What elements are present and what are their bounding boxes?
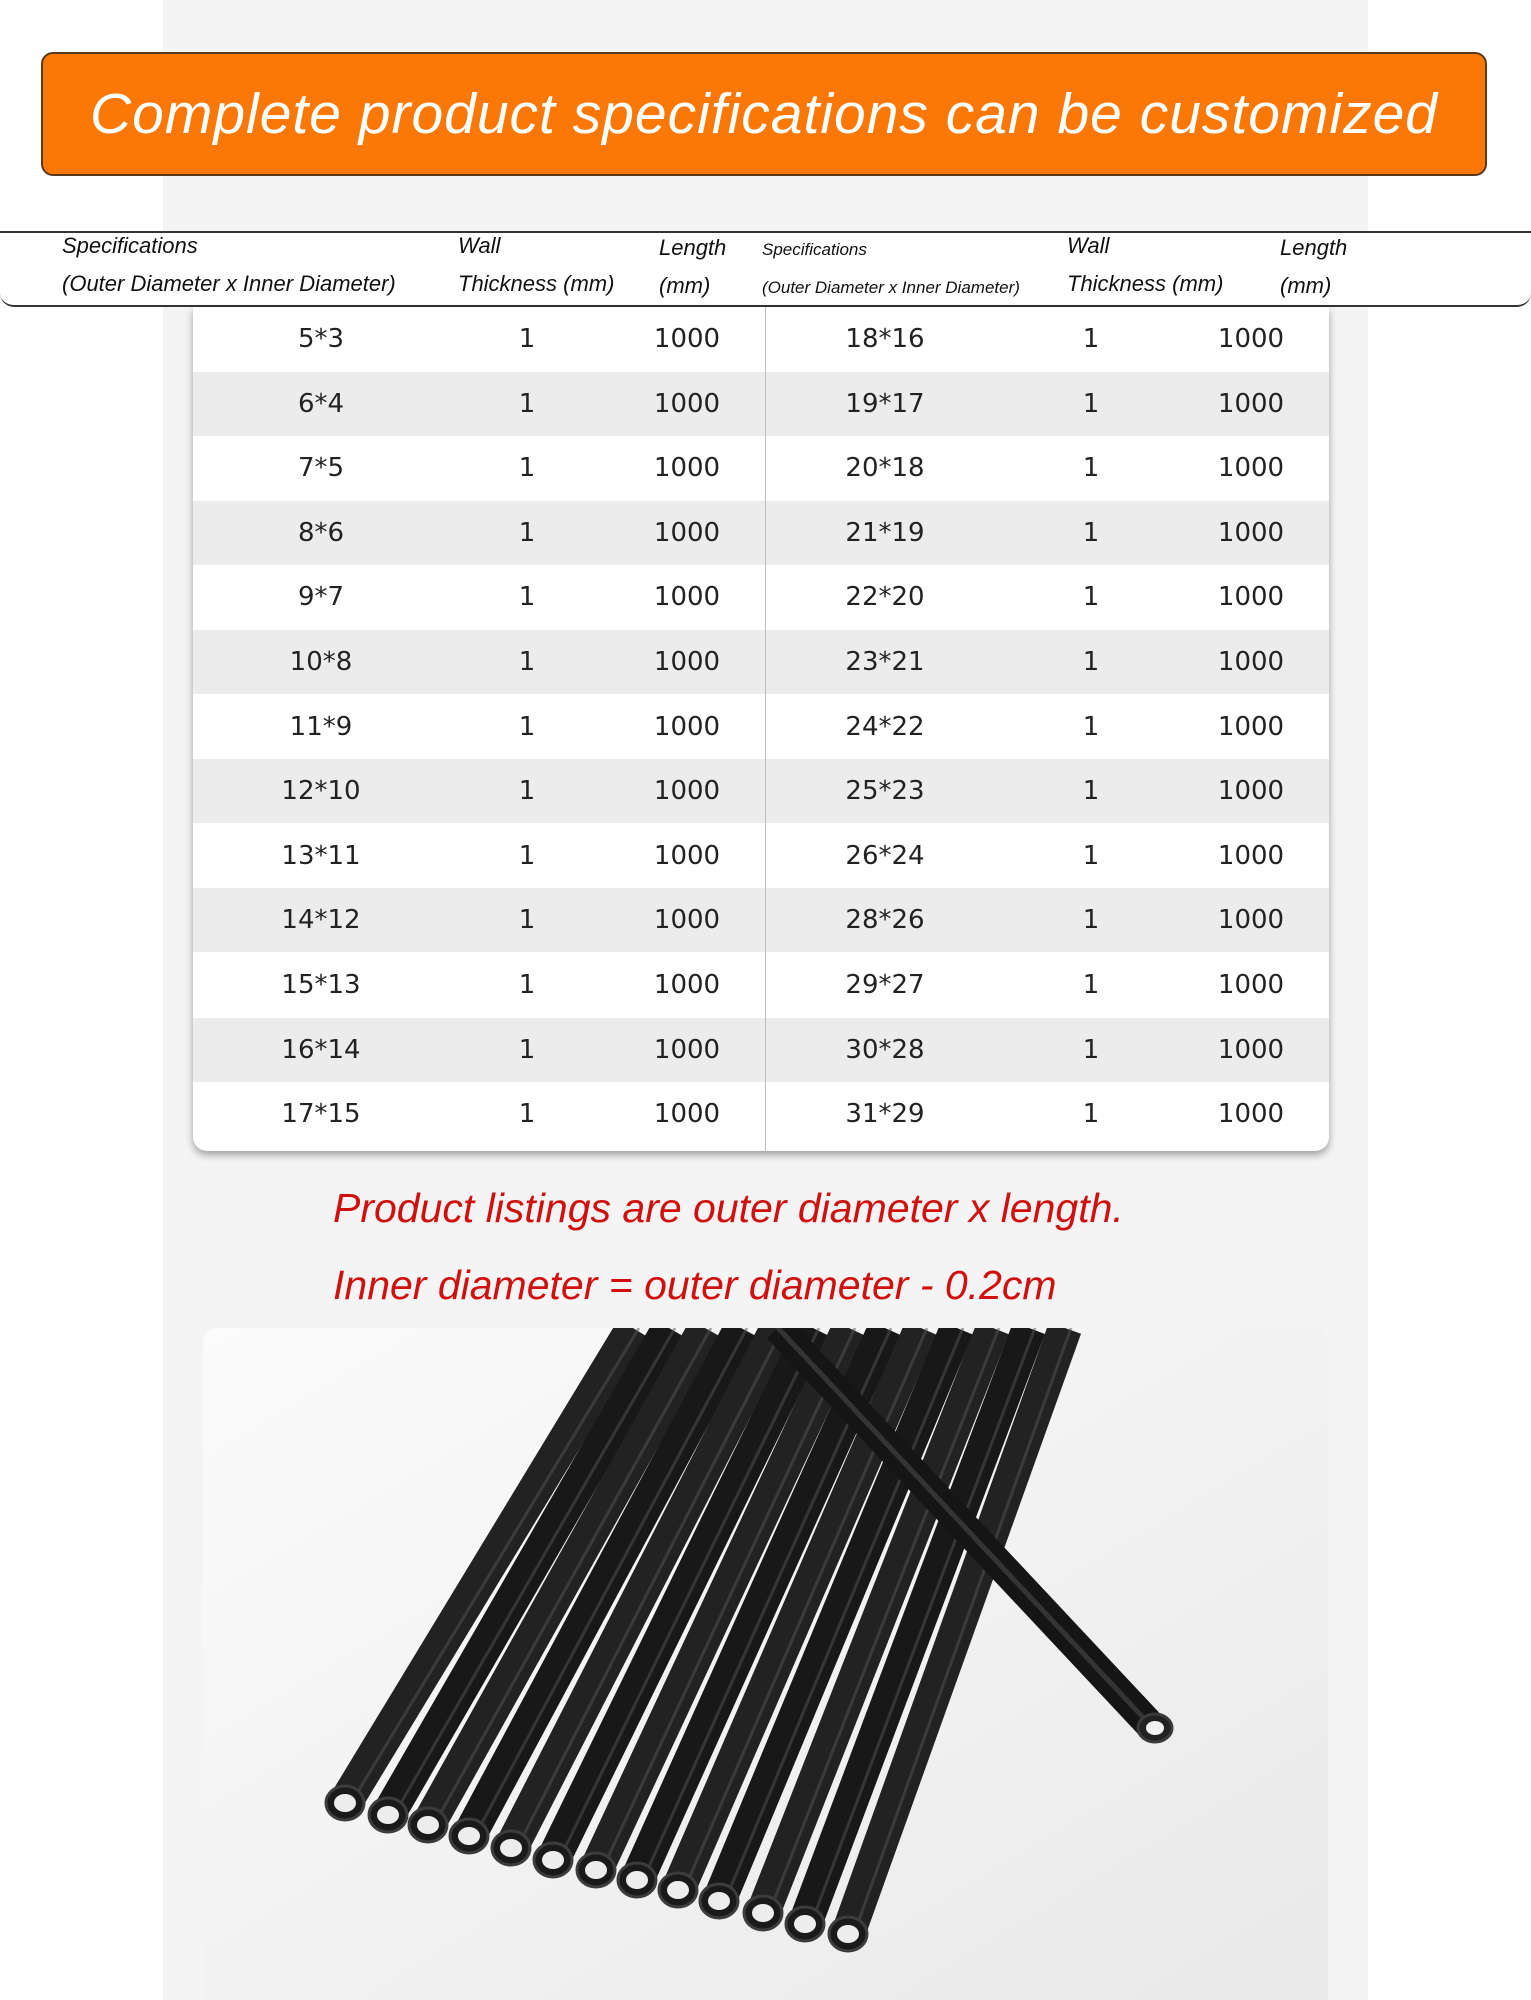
table-cell: 1: [518, 324, 536, 354]
header-length-right: Length (mm): [1280, 235, 1348, 298]
table-row: [193, 824, 1329, 888]
tube-hole: [794, 1915, 816, 1933]
tube-hole: [626, 1871, 648, 1889]
tube-hole: [542, 1851, 564, 1869]
table-cell: 10*8: [289, 647, 353, 677]
table-cell: 1: [518, 1034, 536, 1065]
header-spec-right: Specifications (Outer Diameter x Inner Diameter): [762, 240, 1020, 297]
header-wall-right: Wall Thickness (mm): [1067, 233, 1224, 296]
tube-hole: [417, 1816, 439, 1834]
table-row: [193, 695, 1329, 759]
table-row: [193, 1018, 1329, 1082]
table-cell: 1000: [1217, 1099, 1285, 1130]
table-cell: 5*3: [297, 324, 345, 354]
table-cell: 1: [1082, 1099, 1100, 1130]
title-banner: [41, 52, 1487, 176]
table-cell: 1: [1082, 388, 1100, 419]
table-cell: 1: [518, 582, 536, 613]
table-cell: 1000: [653, 453, 721, 484]
table-row: [193, 953, 1329, 1017]
tube-hole: [334, 1794, 356, 1812]
table-cell: 21*19: [845, 517, 925, 548]
tube-hole: [500, 1839, 522, 1857]
table-cell: 26*24: [845, 840, 925, 871]
table-cell: 6*4: [297, 388, 345, 419]
tube-hole: [585, 1861, 607, 1879]
table-cell: 7*5: [297, 453, 345, 484]
table-cell: 1000: [653, 1099, 721, 1130]
carbon-tubes-image: [203, 1328, 1328, 2000]
table-cell: 1: [1082, 840, 1100, 871]
header-spec-left: Specifications (Outer Diameter x Inner Diameter): [62, 233, 396, 296]
tube-hole: [377, 1806, 399, 1824]
table-cell: 1000: [653, 970, 721, 1000]
table-cell: 1: [518, 388, 536, 419]
table-cell: 25*23: [845, 776, 925, 807]
table-cell: 28*26: [845, 905, 925, 936]
table-cell: 1000: [653, 840, 721, 871]
note-inner-diameter: Inner diameter = outer diameter - 0.2cm: [333, 1262, 1057, 1308]
table-cell: 1: [518, 517, 536, 548]
table-cell: 1: [518, 647, 536, 677]
table-cell: 1000: [1217, 453, 1285, 484]
table-cell: 11*9: [289, 711, 353, 742]
note-listing: Product listings are outer diameter x length.: [333, 1185, 1124, 1231]
table-cell: 1000: [653, 647, 721, 677]
table-row: [193, 372, 1329, 436]
table-cell: 1000: [653, 582, 721, 613]
table-cell: 1: [518, 776, 536, 807]
table-cell: 1000: [1217, 711, 1285, 742]
table-cell: 1000: [1217, 905, 1285, 936]
table-cell: 17*15: [281, 1099, 361, 1130]
table-cell: 1000: [1217, 388, 1285, 419]
table-cell: 1000: [1217, 970, 1285, 1000]
table-cell: 24*22: [845, 711, 925, 742]
table-cell: 1: [1082, 1034, 1100, 1065]
table-cell: 19*17: [845, 388, 925, 419]
table-cell: 1: [518, 905, 536, 936]
column-divider: [765, 307, 766, 1151]
table-cell: 1000: [1217, 647, 1285, 677]
table-cell: 1000: [1217, 582, 1285, 613]
table-cell: 1000: [653, 388, 721, 419]
tube-hole: [708, 1892, 730, 1910]
table-cell: 1: [1082, 970, 1100, 1000]
table-cell: 20*18: [845, 453, 925, 484]
table-cell: 1000: [1217, 324, 1285, 354]
table-cell: 1: [1082, 711, 1100, 742]
tube-hole: [458, 1827, 480, 1845]
table-cell: 1000: [1217, 776, 1285, 807]
table-cell: 1: [1082, 776, 1100, 807]
banner-title: Complete product specifications can be customized: [89, 82, 1438, 146]
tube-hole: [667, 1881, 689, 1899]
table-cell: 1000: [653, 711, 721, 742]
table-cell: 1000: [653, 776, 721, 807]
table-cell: 1: [518, 453, 536, 484]
table-cell: 13*11: [281, 840, 361, 871]
table-cell: 1: [518, 970, 536, 1000]
table-cell: 1000: [1217, 840, 1285, 871]
table-cell: 1000: [653, 905, 721, 936]
table-cell: 1: [1082, 582, 1100, 613]
table-row: [193, 1082, 1329, 1146]
table-cell: 1000: [1217, 517, 1285, 548]
spec-table: [193, 307, 1329, 1151]
table-cell: 22*20: [845, 582, 925, 613]
table-cell: 1: [1082, 517, 1100, 548]
table-cell: 1000: [653, 517, 721, 548]
table-cell: 1: [1082, 324, 1100, 354]
table-cell: 18*16: [845, 324, 925, 354]
table-header: [0, 231, 1531, 307]
table-cell: 1: [1082, 453, 1100, 484]
table-cell: 1000: [653, 1034, 721, 1065]
table-cell: 1: [1082, 905, 1100, 936]
table-cell: 15*13: [281, 970, 361, 1000]
product-photo: [203, 1328, 1328, 2000]
table-cell: 1000: [1217, 1034, 1285, 1065]
table-cell: 1000: [653, 324, 721, 354]
table-cell: 1: [1082, 647, 1100, 677]
table-row: [193, 307, 1329, 371]
header-length-left: Length (mm): [659, 235, 727, 298]
table-row: [193, 565, 1329, 629]
table-cell: 30*28: [845, 1034, 925, 1065]
table-cell: 14*12: [281, 905, 361, 936]
table-row: [193, 630, 1329, 694]
table-cell: 16*14: [281, 1034, 361, 1065]
table-row: [193, 888, 1329, 952]
table-row: [193, 501, 1329, 565]
table-cell: 8*6: [297, 517, 345, 548]
table-row: [193, 759, 1329, 823]
table-cell: 31*29: [845, 1099, 925, 1130]
table-cell: 29*27: [845, 970, 925, 1000]
table-row: [193, 436, 1329, 500]
table-cell: 12*10: [281, 776, 361, 807]
tube-hole: [837, 1925, 859, 1943]
table-cell: 23*21: [845, 647, 925, 677]
table-cell: 1: [518, 711, 536, 742]
table-cell: 1: [518, 840, 536, 871]
table-cell: 9*7: [297, 582, 345, 613]
header-wall-left: Wall Thickness (mm): [458, 233, 615, 296]
table-cell: 1: [518, 1099, 536, 1130]
tube-hole: [752, 1904, 774, 1922]
